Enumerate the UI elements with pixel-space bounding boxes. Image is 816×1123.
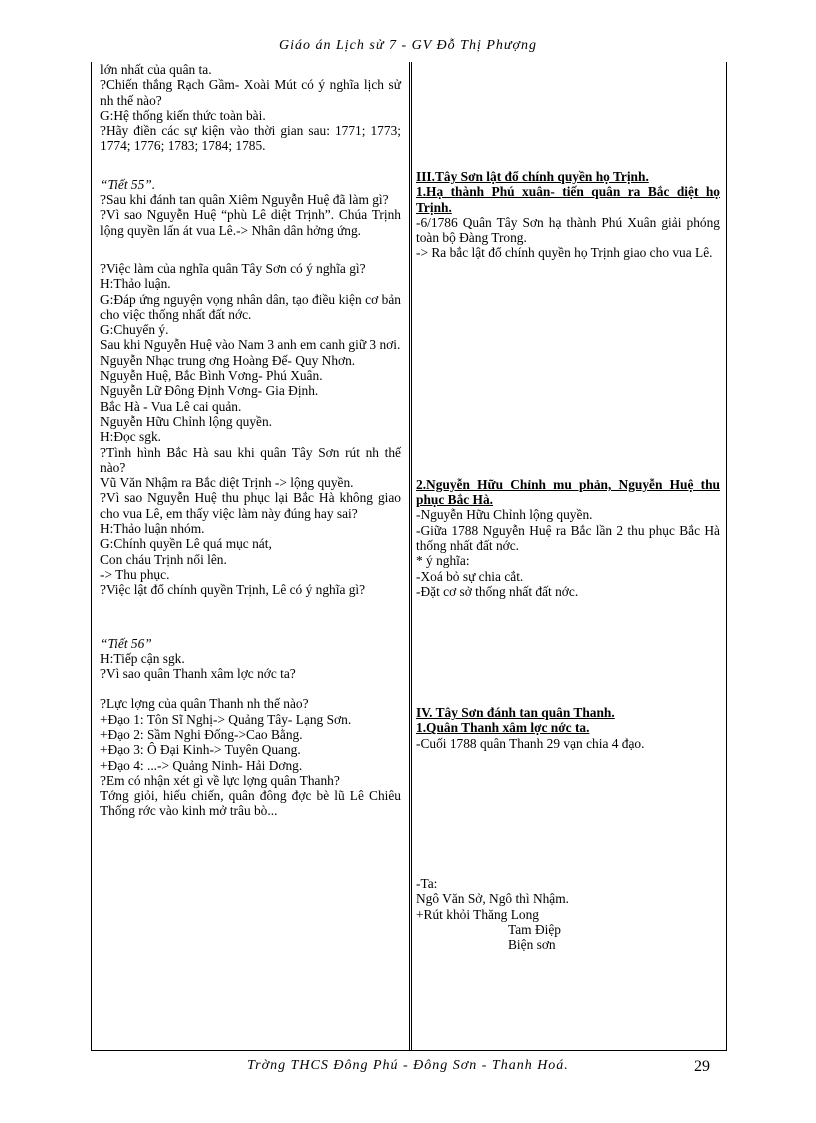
text-line: G:Hệ thống kiến thức toàn bài.	[100, 107, 266, 123]
question: ?Sau khi đánh tan quân Xiêm Nguyễn Huệ đã làm gì?	[100, 192, 389, 208]
subsection-heading: 1.Hạ thành Phú xuân- tiến quân ra Bắc diệt họ Trịnh.	[416, 184, 720, 215]
text-line: -Đặt cơ sở thống nhất đất nớc.	[416, 583, 579, 599]
text-line: H:Thảo luận.	[100, 276, 171, 292]
text-line: -6/1786 Quân Tây Sơn hạ thành Phú Xuân giải phóng toàn bộ Đàng Trong.	[416, 214, 720, 246]
lesson-label-55: “Tiết 55”.	[100, 176, 156, 192]
section-heading: III.Tây Sơn lật đổ chính quyền họ Trịnh.	[416, 169, 649, 184]
text-line: H:Tiếp cận sgk.	[100, 650, 185, 666]
page-header: Giáo án Lịch sử 7 - GV Đỗ Thị Phượng	[279, 38, 537, 53]
lesson-label-56: “Tiết 56”	[100, 635, 152, 651]
lesson-table	[91, 62, 727, 1051]
text-line: +Đạo 3: Ô Đại Kinh-> Tuyên Quang.	[100, 742, 301, 758]
subsection-heading: 2.Nguyễn Hữu Chỉnh mu phản, Nguyễn Huệ thu phục Bắc Hà.	[416, 476, 720, 508]
text-line: -Xoá bỏ sự chia cắt.	[416, 568, 524, 584]
text-line: Biện sơn	[508, 937, 556, 953]
text-line: G:Chuyển ý.	[100, 322, 169, 338]
column-divider	[409, 62, 412, 1050]
text-line: Nguyễn Huệ, Bắc Bình Vơng- Phú Xuân.	[100, 368, 323, 384]
text-line: Con cháu Trịnh nổi lên.	[100, 551, 227, 567]
text-line: +Rút khỏi Thăng Long	[416, 906, 539, 922]
text-line: lớn nhất của quân ta.	[100, 62, 212, 77]
content-column	[416, 62, 720, 953]
text-line: Ngô Văn Sở, Ngô thì Nhậm.	[416, 891, 570, 907]
text-line: Vũ Văn Nhậm ra Bắc diệt Trịnh -> lộng quyền.	[100, 475, 354, 491]
text-line: -Ta:	[416, 876, 438, 892]
text-line: +Đạo 4: ...-> Quảng Ninh- Hải Dơng.	[100, 757, 303, 773]
text-line: G:Chính quyền Lê quá mục nát,	[100, 536, 272, 552]
text-line: Bắc Hà - Vua Lê cai quản.	[100, 398, 242, 414]
question: ?Tình hình Bắc Hà sau khi quân Tây Sơn rút nh thế nào?	[100, 444, 401, 475]
text-line: +Đạo 2: Sầm Nghi Đống->Cao Bằng.	[100, 726, 303, 742]
text-line: Nguyễn Lữ Đông Định Vơng- Gia Định.	[100, 383, 319, 399]
question: ?Việc lật đổ chính quyền Trịnh, Lê có ý nghĩa gì?	[100, 582, 366, 598]
question: ?Việc làm của nghĩa quân Tây Sơn có ý nghĩa gì?	[100, 260, 366, 276]
question: ?Vì sao quân Thanh xâm lợc nớc ta?	[100, 666, 296, 682]
page-number: 29	[694, 1058, 710, 1075]
text-line: G:Đáp ứng nguyện vọng nhân dân, tạo điều kiện cơ bản cho việc thống nhất đất nớc.	[100, 291, 401, 322]
text-line: H:Thảo luận nhóm.	[100, 521, 205, 537]
text-line: Nguyễn Hữu Chỉnh lộng quyền.	[100, 413, 273, 429]
text-line: Sau khi Nguyễn Huệ vào Nam 3 anh em canh giữ 3 nơi.	[100, 337, 401, 353]
question: ?Em có nhận xét gì về lực lợng quân Thanh?	[100, 772, 340, 788]
text-line: -Nguyễn Hữu Chỉnh lộng quyền.	[416, 507, 593, 523]
question: ?Vì sao Nguyễn Huệ thu phục lại Bắc Hà không giao cho vua Lê, em thấy việc làm này đúng hay sai?	[100, 490, 401, 521]
text-line: -> Ra bắc lật đổ chính quyền họ Trịnh giao cho vua Lê.	[416, 245, 713, 261]
question: ?Lực lợng của quân Thanh nh thế nào?	[100, 696, 309, 712]
text-line: H:Đọc sgk.	[100, 429, 161, 445]
teacher-activity-column	[100, 62, 401, 819]
text-line: +Đạo 1: Tôn Sĩ Nghị-> Quảng Tây- Lạng Sơn.	[100, 711, 352, 727]
text-line: * ý nghĩa:	[416, 553, 470, 569]
question: ?Chiến thắng Rạch Gầm- Xoài Mút có ý nghĩa lịch sử nh thế nào?	[100, 77, 401, 108]
text-line: Tam Điệp	[508, 921, 561, 937]
text-line: -Giữa 1788 Nguyễn Huệ ra Bắc lần 2 thu phục Bắc Hà thống nhất đất nớc.	[416, 522, 720, 553]
footer-school: Trờng THCS Đông Phú - Đông Sơn - Thanh Hoá.	[247, 1058, 569, 1073]
text-line: Nguyễn Nhạc trung ơng Hoàng Đế- Quy Nhơn.	[100, 352, 356, 368]
text-line: Tớng giỏi, hiếu chiến, quân đông đợc bè lũ Lê Chiêu Thống rớc vào kinh mở trâu bò...	[100, 788, 401, 819]
subsection-heading: 1.Quân Thanh xâm lợc nớc ta.	[416, 720, 590, 736]
text-line: -Cuối 1788 quân Thanh 29 vạn chia 4 đạo.	[416, 735, 645, 751]
question: ?Hãy điền các sự kiện vào thời gian sau: 1771; 1773; 1774; 1776; 1783; 1784; 1785.	[100, 123, 401, 154]
question: ?Vì sao Nguyễn Huệ “phù Lê diệt Trịnh”. Chúa Trịnh lộng quyền lấn át vua Lê.-> Nhân dân hởng ứng.	[100, 207, 401, 238]
text-line: -> Thu phục.	[100, 566, 170, 582]
section-heading: IV. Tây Sơn đánh tan quân Thanh.	[416, 705, 615, 721]
